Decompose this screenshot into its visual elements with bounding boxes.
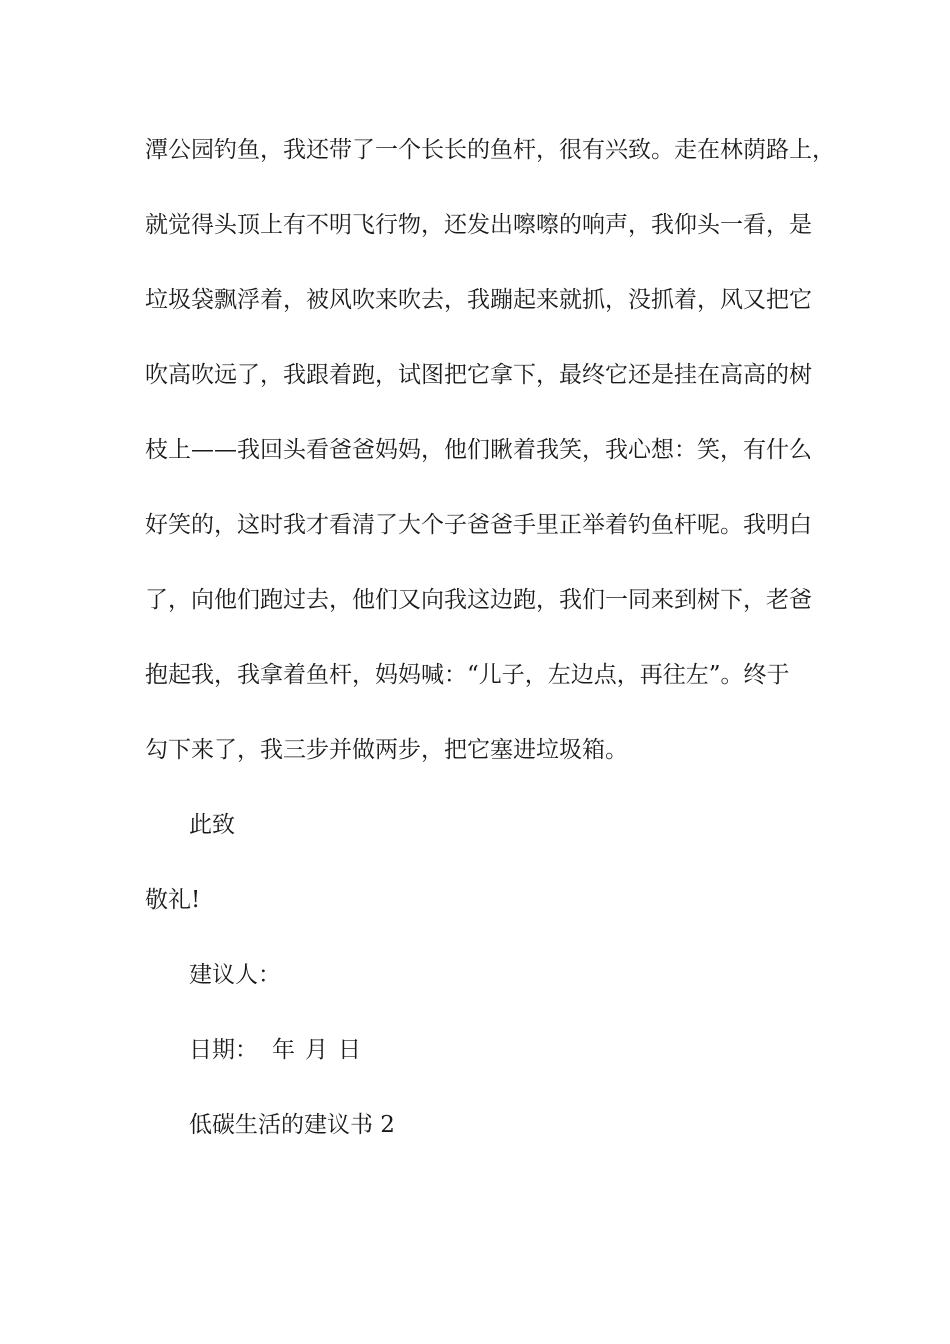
paragraph-line-9: 勾下来了，我三步并做两步，把它塞进垃圾箱。 — [145, 737, 628, 763]
date-month-unit: 月 — [305, 1037, 328, 1063]
closing-text: 此致 — [189, 812, 235, 838]
paragraph-line-3: 垃圾袋飘浮着，被风吹来吹去，我蹦起来就抓，没抓着，风又把它 — [145, 287, 812, 313]
date-line — [189, 1030, 889, 1070]
paragraph-line-5: 枝上——我回头看爸爸妈妈，他们瞅着我笑，我心想：笑，有什么 — [145, 437, 812, 463]
salute-text: 敬礼! — [145, 887, 201, 913]
date-label: 日期： — [189, 1037, 258, 1063]
paragraph-line-1: 潭公园钓鱼，我还带了一个长长的鱼杆，很有兴致。走在林荫路上， — [145, 137, 835, 163]
proposer-label: 建议人： — [189, 962, 281, 988]
date-year-unit: 年 — [272, 1037, 295, 1063]
paragraph-line-2: 就觉得头顶上有不明飞行物，还发出嚓嚓的响声，我仰头一看，是 — [145, 212, 812, 238]
paragraph-line-6: 好笑的，这时我才看清了大个子爸爸手里正举着钓鱼杆呢。我明白 — [145, 512, 812, 538]
paragraph-line-4: 吹高吹远了，我跟着跑，试图把它拿下，最终它还是挂在高高的树 — [145, 362, 812, 388]
paragraph-line-8: 抱起我，我拿着鱼杆，妈妈喊：“儿子，左边点，再往左”。终于 — [145, 662, 790, 688]
date-day-unit: 日 — [338, 1037, 361, 1063]
next-section-title: 低碳生活的建议书 2 — [189, 1112, 395, 1138]
paragraph-line-7: 了，向他们跑过去，他们又向我这边跑，我们一同来到树下，老爸 — [145, 587, 812, 613]
